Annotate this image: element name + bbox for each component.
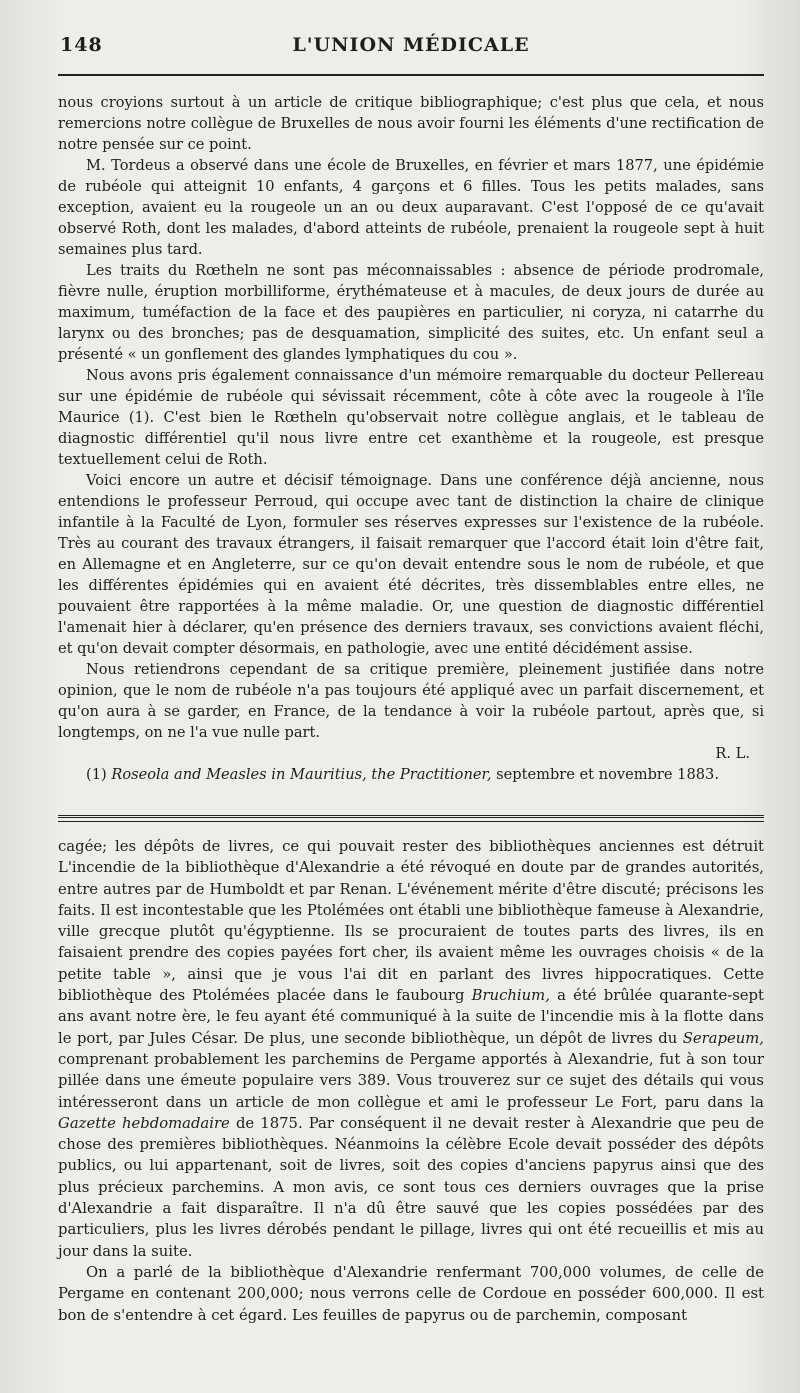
paragraph: Nous avons pris également connaissance d'un mémoire remarquable du docteur Pellereau sur une épidémie de rubéole qui sévissait récemment, côte à côte avec la rougeole à l'île Maurice (1). C'est bien le Rœtheln qu'observait notre collègue anglais, et le tableau de diagnostic différentiel qu'il nous livre entre cet exanthème et la rougeole, est presque textuellement celui de Roth. [58, 367, 764, 468]
italic-term: Gazette hebdomadaire [58, 1114, 230, 1132]
signature-line [58, 743, 764, 764]
footnote-text: septembre et novembre 1883. [496, 766, 719, 783]
paragraph [58, 836, 764, 1262]
section-divider [58, 815, 764, 822]
paragraph: M. Tordeus a observé dans une école de Bruxelles, en février et mars 1877, une épidémie de rubéole qui atteignit 10 enfants, 4 garçons et 6 filles. Tous les petits malades, sans exception, avaient eu la rougeole un an ou deux auparavant. C'est l'opposé de ce qu'avait observé Roth, dont les malades, d'abord atteints de rubéole, prenaient la rougeole sept à huit semaines plus tard. [58, 157, 764, 258]
text-run: cagée; les dépôts de livres, ce qui pouvait rester des bibliothèques anciennes est détruit L'incendie de la bibliothèque d'Alexandrie a été révoqué en doute par de grandes autorités, entre autres par de Humboldt et par Renan. L'événement mérite d'être discuté; précisons les faits. Il est incontestable que les Ptolémées ont établi une bibliothèque fameuse à Alexandrie, ville grecque plutôt qu'égyptienne. Ils se procuraient de toutes parts des livres, ils en faisaient prendre des copies payées fort cher, ils avaient même les ouvrages choisis « de la petite table », ainsi que je vous l'ai dit en parlant des livres hippocratiques. Cette bibliothèque des Ptolémées placée dans le faubourg [58, 838, 764, 1005]
top-article [58, 92, 764, 785]
footnote [58, 764, 764, 785]
paragraph: Les traits du Rœtheln ne sont pas méconnaissables : absence de période prodromale, fièvre nulle, éruption morbilliforme, érythémateuse et à macules, de deux jours de durée au maximum, tuméfaction de la face et des paupières en particulier, ni coryza, ni catarrhe du larynx ou des bronches; pas de desquamation, simplicité des suites, etc. Un enfant seul a présenté « un gonflement des glandes lymphatiques du cou ». [58, 262, 764, 363]
text-run: comprenant probablement les parchemins de Pergame apportés à Alexandrie, fut à son tour pillée dans une émeute populaire vers 389. Vous trouverez sur ce sujet des détails qui vous intéresseront dans un article de mon collègue et ami le professeur Le Fort, paru dans la [58, 1050, 764, 1111]
paragraph: On a parlé de la bibliothèque d'Alexandrie renfermant 700,000 volumes, de celle de Pergame en contenant 200,000; nous verrons celle de Cordoue en posséder 600,000. Il est bon de s'entendre à cet égard. Les feuilles de papyrus ou de parchemin, composant [58, 1263, 764, 1324]
page-number: 148 [60, 34, 103, 56]
paragraph: Nous retiendrons cependant de sa critique première, pleinement justifiée dans notre opinion, que le nom de rubéole n'a pas toujours été appliqué avec un parfait discernement, et qu'on aura à se garder, en France, de la tendance à voir la rubéole partout, après que, si longtemps, on ne l'a vue nulle part. [58, 661, 764, 741]
paragraph: nous croyions surtout à un article de critique bibliographique; c'est plus que cela, et nous remercions notre collègue de Bruxelles de nous avoir fourni les éléments d'une rectification de notre pensée sur ce point. [58, 94, 764, 153]
footnote-marker: (1) [86, 766, 107, 783]
paragraph: Voici encore un autre et décisif témoignage. Dans une conférence déjà ancienne, nous entendions le professeur Perroud, qui occupe avec tant de distinction la chaire de clinique infantile à la Faculté de Lyon, formuler ses réserves expresses sur l'existence de la rubéole. Très au courant des travaux étrangers, il faisait remarquer que l'accord était loin d'être fait, en Allemagne et en Angleterre, sur ce qu'on devait entendre sous le nom de rubéole, et que les différentes épidémies qui en avaient été décrites, très dissemblables entre elles, ne pouvaient être rapportées à la même maladie. Or, une question de diagnostic différentiel l'amenait hier à déclarer, qu'en présence des derniers travaux, ses convictions avaient fléchi, et qu'on devait compter désormais, en pathologie, avec une entité décidément assise. [58, 472, 764, 657]
italic-term: Serapeum, [682, 1029, 764, 1047]
bottom-article [58, 836, 764, 1326]
signature: R. L. [715, 745, 750, 762]
page-header [58, 26, 764, 66]
journal-title: L'UNION MÉDICALE [292, 34, 530, 56]
text-run: de 1875. Par conséquent il ne devait rester à Alexandrie que peu de chose des premières bibliothèques. Néanmoins la célèbre Ecole devait posséder des dépôts publics, ou lui appartenant, soit de livres, soit des copies d'anciens papyrus ainsi que des plus précieux parchemins. A mon avis, ce sont tous ces derniers ouvrages que la prise d'Alexandrie a fait disparaître. Il n'a dû être sauvé que les copies possédées par des particuliers, plus les livres dérobés pendant le pillage, livres qui ont été recueillis et mis au jour dans la suite. [58, 1114, 764, 1260]
footnote-title: Roseola and Measles in Mauritius, the Practitioner, [111, 766, 492, 783]
header-rule [58, 74, 764, 76]
text-run: a été brûlée quarante-sept ans avant notre ère, le feu ayant été communiqué à la suite de l'incendie mis à la flotte dans le port, par Jules César. De plus, une seconde bibliothèque, un dépôt de livres du [58, 987, 764, 1047]
italic-term: Bruchium, [471, 987, 550, 1005]
